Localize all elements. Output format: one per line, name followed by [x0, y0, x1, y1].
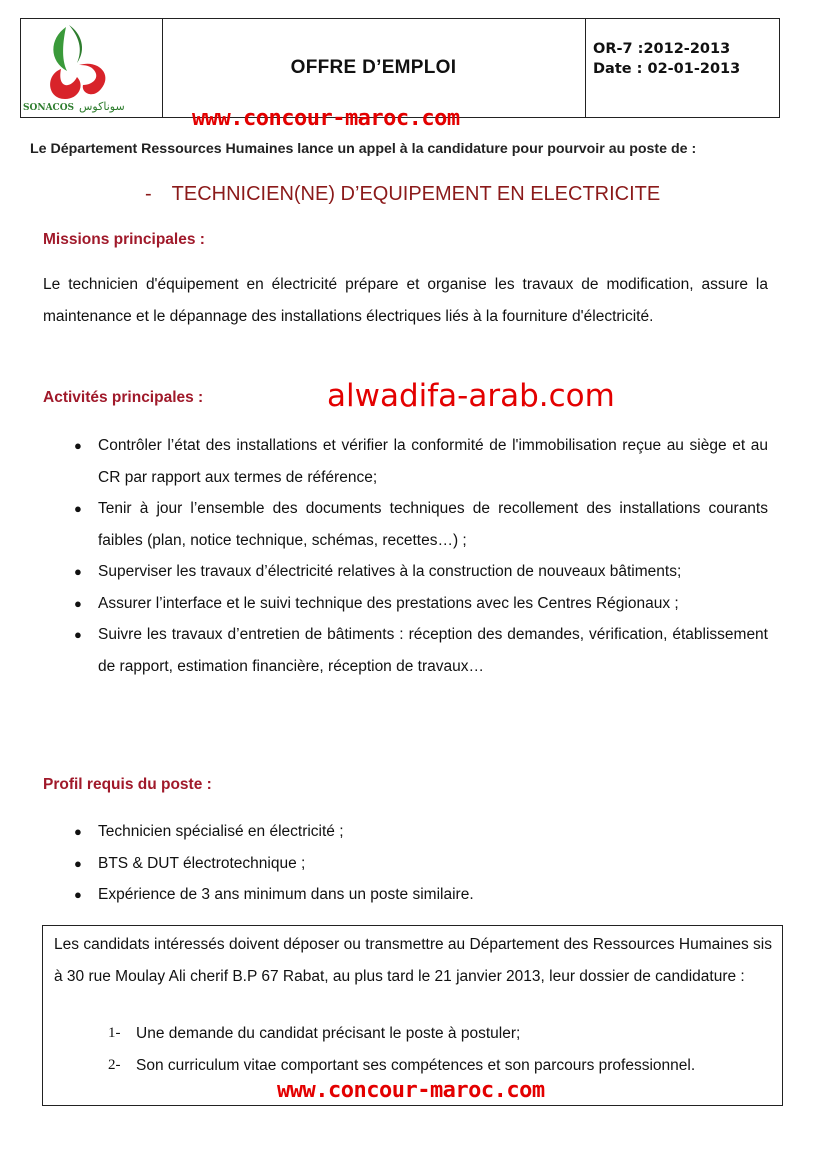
- list-item: [43, 816, 768, 848]
- list-item-text: Contrôler l’état des installations et vérifier la conformité de l'immobilisation reçue au siège et au CR par rapport aux termes de référence;: [98, 437, 768, 486]
- missions-title: Missions principales :: [43, 231, 205, 248]
- missions-text: Le technicien d'équipement en électricité prépare et organise les travaux de modification, assure la maintenance et le dépannage des installations électriques liés à la fourniture d'électricité.: [43, 276, 768, 325]
- bullet-icon: ●: [74, 501, 82, 516]
- document-header: [20, 18, 780, 118]
- activites-title: Activités principales :: [43, 389, 204, 406]
- bullet-icon: ●: [74, 627, 82, 642]
- list-item: [43, 430, 768, 493]
- list-item-text: Une demande du candidat précisant le poste à postuler;: [136, 1025, 521, 1042]
- list-item-text: Assurer l’interface et le suivi technique des prestations avec les Centres Régionaux ;: [98, 594, 679, 612]
- list-item-text: Suivre les travaux d’entretien de bâtiments : réception des demandes, vérification, établissement de rapport, estimation financière, réception de travaux…: [98, 626, 768, 675]
- list-item-text: Superviser les travaux d’électricité relatives à la construction de nouveaux bâtiments;: [98, 563, 682, 580]
- bullet-icon: ●: [74, 887, 82, 902]
- bullet-icon: ●: [74, 595, 82, 611]
- candidature-text: Les candidats intéressés doivent déposer ou transmettre au Département des Ressources Humaines sis à 30 rue Moulay Ali cherif B.P 67 Rabat, au plus tard le 21 janvier 2013, leur dossier de candidature :: [54, 936, 772, 985]
- candidature-list: [108, 1022, 758, 1085]
- job-title-dash: -: [145, 183, 152, 205]
- bullet-icon: ●: [74, 855, 82, 871]
- job-title-text: TECHNICIEN(NE) D’EQUIPEMENT EN ELECTRICITE: [171, 183, 661, 205]
- bullet-icon: ●: [74, 564, 82, 579]
- bullet-icon: ●: [74, 438, 82, 453]
- watermark-top: www.concour-maroc.com: [192, 106, 460, 131]
- logo-cell: [21, 19, 163, 117]
- list-item: [43, 848, 768, 880]
- activites-list: [43, 430, 768, 682]
- list-item: [108, 1054, 758, 1078]
- title-cell: [162, 19, 586, 117]
- list-item-text: Tenir à jour l’ensemble des documents techniques de recollement des installations courants faibles (plan, notice technique, schémas, recettes…) ;: [98, 500, 768, 549]
- logo-arabic-text: سوناكوس: [79, 101, 125, 113]
- list-item-text: Son curriculum vitae comportant ses compétences et son parcours professionnel.: [136, 1056, 696, 1074]
- list-number: 1-: [108, 1025, 121, 1041]
- document-title: OFFRE D’EMPLOI: [290, 57, 457, 78]
- reference-cell: [593, 39, 740, 79]
- profil-title: Profil requis du poste :: [43, 776, 212, 793]
- document-date: Date : 02-01-2013: [593, 61, 741, 77]
- list-item-text: Expérience de 3 ans minimum dans un poste similaire.: [98, 886, 474, 903]
- reference-number: OR-7 :2012-2013: [593, 41, 731, 57]
- list-item: [43, 493, 768, 556]
- list-item: [43, 556, 768, 588]
- watermark-middle: alwadifa-arab.com: [327, 378, 615, 414]
- bullet-icon: ●: [74, 824, 82, 839]
- intro-text: Le Département Ressources Humaines lance un appel à la candidature pour pourvoir au poste de :: [30, 141, 697, 157]
- logo-text: SONACOS: [23, 103, 75, 113]
- list-item-text: BTS & DUT électrotechnique ;: [98, 854, 306, 872]
- job-title: [145, 183, 660, 206]
- list-item: [43, 619, 768, 682]
- list-item: [108, 1022, 758, 1046]
- watermark-bottom: www.concour-maroc.com: [277, 1078, 545, 1103]
- list-item-text: Technicien spécialisé en électricité ;: [98, 823, 344, 840]
- list-number: 2-: [108, 1056, 121, 1073]
- list-item: [43, 588, 768, 620]
- list-item: [43, 879, 768, 911]
- profil-list: [43, 816, 768, 911]
